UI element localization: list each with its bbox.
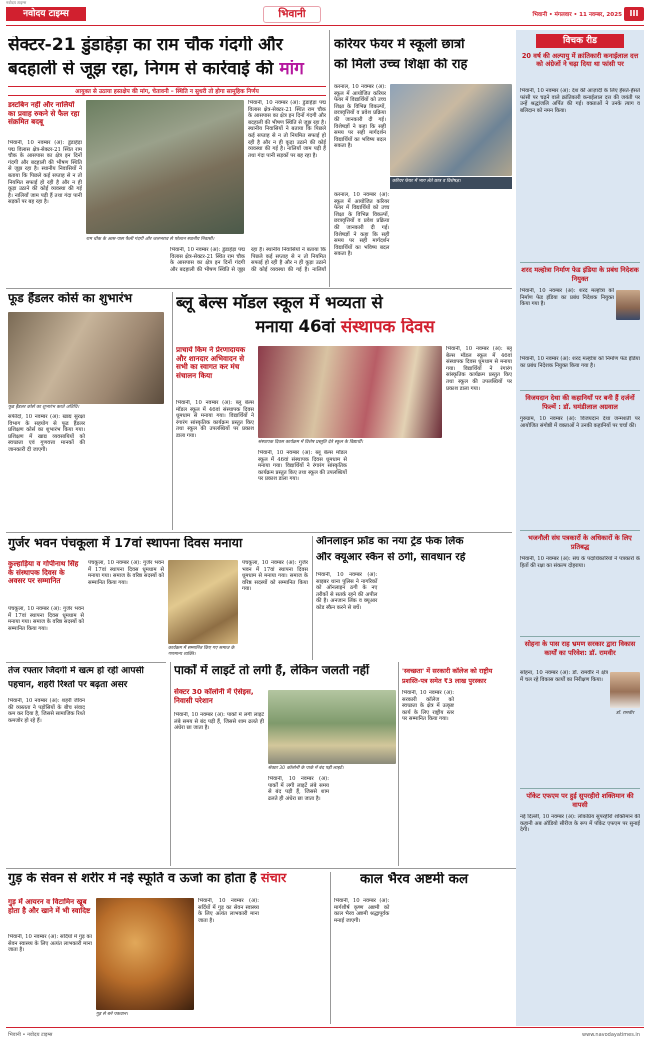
- page-number: III: [624, 7, 644, 21]
- a10-headline: [8, 872, 366, 894]
- a10-caption: गुड़ से बने पकवान।: [96, 1012, 128, 1017]
- a1-headline-line2-text: बदहाली से जूझ रहा, निगम से कार्रवाई की: [8, 60, 280, 79]
- a8-photo: [268, 690, 396, 764]
- a2-caption: करियर फेयर में भाग लेते छात्र व विशेषज्ञ।: [390, 177, 512, 189]
- sidebar-s4-body: भिवानी, 10 नवम्बर (अ): संघ के पदाधिकारियों ने पत्रकारों के हितों की रक्षा का संकल्प दोहराया।: [520, 556, 640, 569]
- a7-top-rule: [6, 662, 166, 663]
- a1-body-bottom: भिवानी, 10 नवम्बर (अ): डुंडाहेड़ा पद्म विलास क्षेत्र-सेक्टर-21 स्थित राम चौक के आसपास का क्षेत्र इन दिनों गंदगी और बदहाली की भीषण स्थिति से जूझ रहा है। स्थानीय निवासियों ने बताया कि पिछले कई सप्ताह से न तो नियमित सफाई हो रही है और न ही कूड़ा उठाने की कोई व्यवस्था की गई है। नालियाँ: [170, 247, 326, 273]
- sidebar-s2-body-2: भिवानी, 10 नवम्बर (अ): शरद मल्होत्रा को निर्माण फेड इंडिया का प्रबंध निदेशक नियुक्त किया गया है।: [520, 356, 640, 369]
- a9-headline-line1: 'स्वच्छता' में सरकारी कॉलेज को राष्ट्रीय: [402, 667, 493, 675]
- a5-top-rule: [6, 532, 512, 533]
- section-title: भिवानी: [278, 8, 306, 20]
- a4-photo: [258, 346, 442, 438]
- a8-headline: पार्कों में लाइटें तो लगी हैं, लेकिन जलती नहीं: [174, 664, 370, 677]
- a2-headline-line2: को मिली उच्च शिक्षा की राह: [334, 58, 468, 72]
- a2-headline-line1: करियर फेयर में स्कूली छात्रों: [334, 38, 465, 52]
- a8-body-left: भिवानी, 10 नवम्बर (अ): पार्कों में लगी लाइटें लंबे समय से बंद पड़ी हैं, जिससे शाम ढलते ही अंधेरा छा जाता है।: [174, 712, 264, 732]
- a3-photo: [8, 312, 164, 404]
- sidebar-banner-label: विचक रीड: [563, 36, 597, 46]
- a11-body: भिवानी, 10 नवम्बर (अ): मार्गशीर्ष कृष्ण अष्टमी को काल भैरव अष्टमी श्रद्धापूर्वक मनाई जाएगी।: [334, 898, 390, 924]
- footer-left: भिवानी • नवोदय टाइम्स: [8, 1032, 53, 1038]
- sidebar-s5-headline: सोहना के पास राह भ्रमण सरकार द्वारा विकास कार्यों का परिवेश: डॉ. रामवीर: [524, 640, 636, 657]
- a2-divider: [329, 30, 330, 287]
- sidebar-rule-1: [520, 262, 640, 263]
- sidebar-s6-headline: पॉकेट एफएम पर हुई सुपरहीरो शक्तिमान की वापसी: [526, 792, 634, 809]
- a5-subhead: कुल्हाड़िया व गोपीनाथ सिंह के संस्थापक दिवस के अवसर पर सम्मानित: [8, 560, 79, 586]
- a4-divider: [172, 292, 173, 530]
- a6-headline-line1: ऑनलाइन फ्रॉड का नया ट्रेंड फेक लिंक: [316, 536, 464, 547]
- a5-headline: गुर्जर भवन पंचकूला में 17वां स्थापना दिवस मनाया: [8, 536, 243, 550]
- masthead-brand-sub: नवोदय टाइम्स: [6, 0, 27, 5]
- a1-photo: [86, 100, 244, 234]
- a1-subhead: डस्टबिन नहीं और नालियों का प्रवाह रुकने से फैल रहा संक्रमित बदबू: [8, 101, 80, 127]
- a9-divider: [398, 662, 399, 866]
- a1-headline-line1: सेक्टर-21 डुंडाहेड़ा का राम चौक गंदगी और: [8, 36, 283, 55]
- sidebar-s3-headline: विजयदान देथा की कहानियाँ पर बनी हैं दर्जनों फिल्में : डॉ. घमंडीलाल अग्रवाल: [525, 394, 635, 411]
- sidebar-s5-caption: डॉ. रामवीर: [615, 711, 634, 716]
- a5-caption: कार्यक्रम में सम्मानित किए गए समाज के गणमान्य व्यक्ति।: [168, 646, 235, 657]
- a3-caption: फूड हैंडलर कोर्स का शुभारंभ करते अतिथि।: [8, 405, 80, 410]
- a1-body-right: भिवानी, 10 नवम्बर (अ): डुंडाहेड़ा पद्म विलास क्षेत्र-सेक्टर-21 स्थित राम चौक के आसपास का क्षेत्र इन दिनों गंदगी और बदहाली की भीषण स्थिति से जूझ रहा है। स्थानीय निवासियों ने बताया कि पिछले कई सप्ताह से न तो नियमित सफाई हो रही है और न ही कूड़ा उठाने की कोई व्यवस्था की गई है। नालियाँ जाम पड़ी हैं तथा गंदा पानी सड़कों पर बह रहा है।: [248, 100, 326, 159]
- sidebar-rule-3: [520, 530, 640, 531]
- a11-headline: काल भैरव अष्टमी कल: [360, 872, 469, 887]
- a4-body-left: भिवानी, 10 नवम्बर (अ): ब्लू बेल्स मॉडल स्कूल में 46वां संस्थापक दिवस धूमधाम से मनाया गया। विद्यार्थियों ने रंगारंग सांस्कृतिक कार्यक्रम प्रस्तुत किए तथा स्कूल की उपलब्धियों पर प्रकाश डाला गया।: [176, 400, 254, 439]
- sidebar-banner: [536, 34, 624, 48]
- a1-deck: आयुक्त से उठाया हस्तक्षेप की मांग, चेतावनी – स्थिति न सुधरी तो होगा सामूहिक निर्णय: [8, 86, 326, 96]
- footer-right: www.navodayatimes.in: [582, 1032, 640, 1038]
- masthead-brand-box: [6, 7, 86, 21]
- a6-divider: [312, 536, 313, 660]
- a10-body: भिवानी, 10 नवम्बर (अ): सर्दियों में गुड़ का सेवन स्वास्थ्य के लिए अत्यंत लाभकारी माना जाता है।: [8, 934, 92, 954]
- a4-headline-line1: ब्लू बेल्स मॉडल स्कूल में भव्यता से: [176, 294, 383, 312]
- sidebar-main-body: भिवानी, 10 नवम्बर (अ): देश की आज़ादी के लिए हँसते-हँसते फांसी पर चढ़ने वाले क्रांतिकारी कनाईलाल दत्त की जयंती पर उन्हें श्रद्धांजलि अर्पित की गई। वक्ताओं ने उनके त्याग व बलिदान को नमन किया।: [520, 88, 640, 114]
- footer-rule: [6, 1027, 644, 1028]
- section-title-box: [263, 6, 321, 23]
- a10-photo: [96, 898, 194, 1010]
- sidebar-s2-photo: [616, 290, 640, 320]
- sidebar-s4-headline: भजनौली संघ पत्रकारों के अधिकारों के लिए प्रतिबद्ध: [528, 534, 632, 551]
- a10-subhead: गुड़ में आयरन व विटामिन खूब होता है और खाने में भी स्वादिष्ट: [8, 898, 91, 915]
- a10-headline-text: गुड़ के सेवन से शरीर में नई स्फूर्ति व ऊर्जा का होता है: [8, 872, 261, 886]
- sidebar-main-headline: 20 वर्ष की अल्पायु में क्रांतिकारी कनाईलाल दत्त को अंग्रेजों ने चढ़ा दिया था फांसी पर: [521, 52, 639, 69]
- sidebar-rule-2: [520, 390, 640, 391]
- a4-headline-line2-text: मनाया 46वां: [255, 318, 341, 336]
- sidebar: [516, 30, 644, 1026]
- a7-headline-line2: पहचान, शहरी रिश्तों पर बढ़ता असर: [8, 680, 128, 690]
- a6-body: भिवानी, 10 नवम्बर (अ): साइबर थाना पुलिस ने नागरिकों को ऑनलाइन ठगी के नए तरीकों से सतर्क रहने की अपील की है। अनजान लिंक व क्यूआर कोड स्कैन करने से बचें।: [316, 572, 378, 611]
- sidebar-s6-body: नई दिल्ली, 10 नवम्बर (अ): लोकप्रिय सुपरहीरो शक्तिमान की कहानी अब ऑडियो सीरीज के रूप में पॉकेट एफएम पर सुनाई देगी।: [520, 814, 640, 834]
- a1-caption: राम चौक के आस-पास फैली गंदगी और जलभराव से परेशान स्थानीय निवासी।: [86, 237, 215, 242]
- sidebar-s2-body: भिवानी, 10 नवम्बर (अ): शरद मल्होत्रा को निर्माण फेड इंडिया का प्रबंध निदेशक नियुक्त किया गया है।: [520, 288, 614, 308]
- a8-subhead: सेक्टर 30 कॉलोनी में ऐसेइस, निवासी परेशान: [174, 688, 254, 705]
- a3-headline: फूड हैंडलर कोर्स का शुभारंभ: [8, 292, 133, 305]
- a1-headline-accent: मांग: [279, 60, 304, 79]
- a10-body-right: भिवानी, 10 नवम्बर (अ): सर्दियों में गुड़ का सेवन स्वास्थ्य के लिए अत्यंत लाभकारी माना जाता है।: [198, 898, 259, 924]
- a9-body: भिवानी, 10 नवम्बर (अ): सरकारी कॉलेज को स्वच्छता के क्षेत्र में उत्कृष्ट कार्य के लिए राष्ट्रीय स्तर पर सम्मानित किया गया।: [402, 690, 454, 723]
- a5-photo: [168, 560, 238, 644]
- sidebar-s5-photo: [610, 672, 640, 708]
- a4-body-mid: भिवानी, 10 नवम्बर (अ): ब्लू बेल्स मॉडल स्कूल में 46वां संस्थापक दिवस धूमधाम से मनाया गया। विद्यार्थियों ने रंगारंग सांस्कृतिक कार्यक्रम प्रस्तुत किए तथा स्कूल की उपलब्धियों पर प्रकाश डाला गया।: [258, 450, 347, 483]
- a4-caption: संस्थापक दिवस कार्यक्रम में विशेष प्रस्तुति देते स्कूल के विद्यार्थी।: [258, 440, 363, 445]
- a8-caption: सेक्टर 30 कॉलोनी के पार्क में बंद पड़ी लाइटें।: [268, 766, 344, 771]
- a4-body-right: भिवानी, 10 नवम्बर (अ): ब्लू बेल्स मॉडल स्कूल में 46वां संस्थापक दिवस धूमधाम से मनाया गया। विद्यार्थियों ने रंगारंग सांस्कृतिक कार्यक्रम प्रस्तुत किए तथा स्कूल की उपलब्धियों पर प्रकाश डाला गया।: [446, 346, 512, 392]
- a2-photo: [390, 84, 512, 176]
- a7-headline-line1: तेज रफ्तार जिंदगी में खत्म हो रही आपसी: [8, 666, 144, 676]
- a1-body: भिवानी, 10 नवम्बर (अ): डुंडाहेड़ा पद्म विलास क्षेत्र-सेक्टर-21 स्थित राम चौक के आसपास का क्षेत्र इन दिनों गंदगी और बदहाली की भीषण स्थिति से जूझ रहा है। स्थानीय निवासियों ने बताया कि पिछले कई सप्ताह से न तो नियमित सफाई हो रही है और न ही कूड़ा उठाने की कोई व्यवस्था की गई है। नालियाँ जाम पड़ी हैं तथा गंदा पानी सड़कों पर बह रहा है।: [8, 140, 82, 206]
- a9-headline-line2: प्रशस्ति-पत्र समेत ₹3 लाख पुरस्कार: [402, 677, 487, 685]
- a4-subhead: प्राचार्य किम ने प्रेरणादायक और शानदार अभिवादन से सभी का स्वागत कर मंच संचालन किया: [176, 346, 246, 380]
- a3-top-rule: [6, 288, 512, 289]
- a6-headline-line2: और क्यूआर स्कैन से ठगी, सावधान रहें: [316, 552, 466, 563]
- a5-body-right: पंचकूला, 10 नवम्बर (अ): गुर्जर भवन में 17वां स्थापना दिवस धूमधाम से मनाया गया। समाज के वरिष्ठ सदस्यों को सम्मानित किया गया।: [242, 560, 308, 593]
- issue-date: भिवानी • मंगलवार • 11 नवम्बर, 2025: [532, 12, 622, 18]
- a4-headline-line2: [176, 318, 514, 340]
- sidebar-s3-body: गुरुग्राम, 10 नवम्बर (अ): विजयदान देथा जन्मशती पर आयोजित संगोष्ठी में वक्ताओं ने उनकी कहानियों पर चर्चा की।: [520, 416, 640, 429]
- a1-headline-line2: [8, 60, 326, 82]
- masthead-brand: नवोदय टाइम्स: [23, 9, 69, 19]
- a10-headline-accent: संचार: [260, 872, 287, 886]
- sidebar-rule-4: [520, 636, 640, 637]
- a3-body: सफीदों, 10 नवम्बर (अ): खाद्य सुरक्षा विभाग के सहयोग से फूड हैंडलर प्रशिक्षण कोर्स का शुभारंभ किया गया। प्रशिक्षण में खाद्य व्यवसायियों को स्वच्छता एवं गुणवत्ता मानकों की जानकारी दी जाएगी।: [8, 414, 85, 453]
- a2-body: करनाल, 10 नवम्बर (अ): स्कूल में आयोजित करियर फेयर में विद्यार्थियों को उच्च शिक्षा के विभिन्न विकल्पों, छात्रवृत्तियों व प्रवेश प्रक्रिया की जानकारी दी गई। विशेषज्ञों ने कहा कि सही समय पर सही मार्गदर्शन विद्यार्थियों का भविष्य बदल सकता है।: [334, 84, 386, 150]
- a2-body-bottom: करनाल, 10 नवम्बर (अ): स्कूल में आयोजित करियर फेयर में विद्यार्थियों को उच्च शिक्षा के विभिन्न विकल्पों, छात्रवृत्तियों व प्रवेश प्रक्रिया की जानकारी दी गई। विशेषज्ञों ने कहा कि सही समय पर सही मार्गदर्शन विद्यार्थियों का भविष्य बदल सकता है।: [334, 192, 390, 258]
- a11-divider: [330, 872, 331, 1024]
- a4-headline-accent: संस्थापक दिवस: [340, 318, 435, 336]
- a7-body: भिवानी, 10 नवम्बर (अ): शहरी जीवन की व्यस्तता ने पड़ोसियों के बीच संवाद कम कर दिया है, जिससे सामाजिक रिश्ते कमजोर हो रहे हैं।: [8, 698, 85, 724]
- masthead: [0, 0, 650, 26]
- sidebar-rule-5: [520, 788, 640, 789]
- a8-divider: [170, 662, 171, 866]
- footer: [0, 1026, 650, 1043]
- header-rule: [6, 25, 644, 26]
- a5-body-mid: पंचकूला, 10 नवम्बर (अ): गुर्जर भवन में 17वां स्थापना दिवस धूमधाम से मनाया गया। समाज के वरिष्ठ सदस्यों को सम्मानित किया गया।: [88, 560, 164, 586]
- a8-body-right: भिवानी, 10 नवम्बर (अ): पार्कों में लगी लाइटें लंबे समय से बंद पड़ी हैं, जिससे शाम ढलते ही अंधेरा छा जाता है।: [268, 776, 329, 802]
- sidebar-s2-headline: शरद मल्होत्रा निर्माण फेड इंडिया के प्रबंध निदेशक नियुक्त: [521, 266, 639, 283]
- sidebar-s5-body: सोहना, 10 नवम्बर (अ): डॉ. रामवीर ने क्षेत्र में चल रहे विकास कार्यों का निरीक्षण किया।: [520, 670, 608, 683]
- a5-body: पंचकूला, 10 नवम्बर (अ): गुर्जर भवन में 17वां स्थापना दिवस धूमधाम से मनाया गया। समाज के वरिष्ठ सदस्यों को सम्मानित किया गया।: [8, 606, 84, 632]
